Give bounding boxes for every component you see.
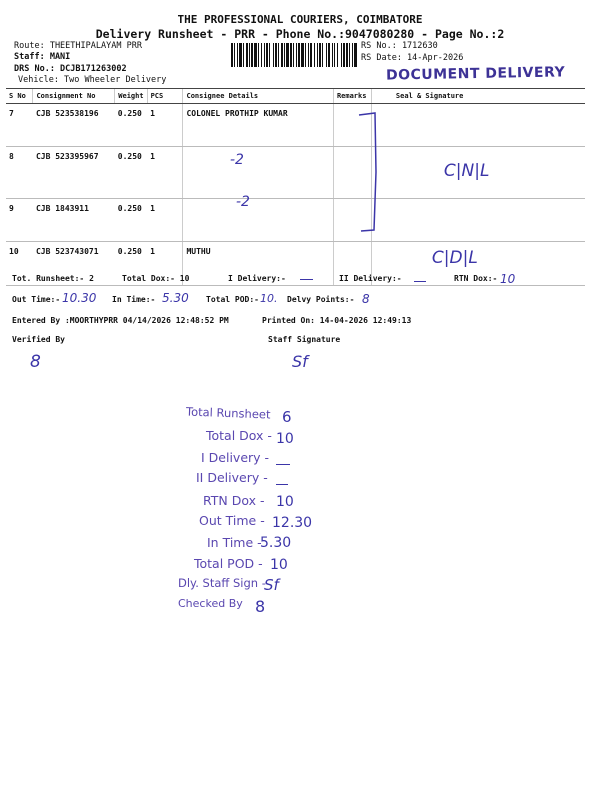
- stamp-total-runsheet: Total Runsheet: [185, 404, 271, 422]
- drs-no-label: DRS No.: DCJB171263002: [14, 64, 127, 74]
- rs-no-label: RS No.: 1712630: [361, 41, 438, 51]
- row9-handwritten-mark: -2: [236, 194, 250, 210]
- col-header-seal: Seal & Signature: [371, 89, 585, 104]
- cell-consignment: CJB 523395967: [33, 147, 115, 199]
- in-time-label: In Time:-: [112, 295, 156, 304]
- runsheet-table: [6, 88, 585, 286]
- cell-pcs: 1: [147, 199, 183, 242]
- out-time-value: 10.30: [62, 291, 97, 305]
- document-delivery-stamp: DOCUMENT DELIVERY: [385, 64, 566, 84]
- cell-sno: 10: [6, 242, 33, 286]
- table-row: [6, 199, 585, 242]
- stamp-rtn-dox: RTN Dox -: [203, 493, 265, 508]
- cell-pcs: 1: [147, 242, 183, 286]
- i-delivery-dash: [300, 279, 313, 280]
- cell-consignee: [183, 147, 333, 199]
- stamp-ii-delivery-dash: [276, 484, 288, 485]
- cell-consignee: COLONEL PROTHIP KUMAR: [183, 104, 333, 147]
- barcode-image: [231, 43, 357, 67]
- cell-consignee: MUTHU: [183, 242, 333, 286]
- total-dox-label: Total Dox:- 10: [122, 274, 190, 283]
- stamp-ii-delivery: II Delivery -: [196, 470, 268, 485]
- col-header-sno: S No: [6, 89, 33, 104]
- cell-seal: [371, 104, 585, 147]
- stamp-i-delivery-dash: [276, 464, 290, 465]
- stamp-checked-by-mark: 8: [255, 597, 266, 616]
- col-header-consignment: Consignment No: [33, 89, 115, 104]
- col-header-remarks: Remarks: [333, 89, 371, 104]
- ii-delivery-label: II Delivery:-: [339, 274, 402, 283]
- delvy-points-label: Delvy Points:-: [287, 295, 355, 304]
- in-time-value: 5.30: [162, 291, 189, 305]
- stamp-dly-staff-sign: Dly. Staff Sign -: [178, 576, 266, 590]
- stamp-i-delivery: I Delivery -: [201, 450, 270, 465]
- route-label: Route: THEETHIPALAYAM PRR: [14, 41, 142, 51]
- stamp-total-dox-value: 10: [276, 431, 294, 447]
- printed-on-label: Printed On: 14-04-2026 12:49:13: [262, 316, 412, 325]
- col-header-consignee: Consignee Details: [183, 89, 333, 104]
- cell-seal-handwritten: C|D|L: [371, 242, 585, 286]
- stamp-total-dox: Total Dox -: [206, 428, 272, 443]
- rs-date-label: RS Date: 14-Apr-2026: [361, 53, 464, 63]
- stamp-total-pod: Total POD -: [194, 556, 263, 571]
- stamp-out-time-value: 12.30: [272, 515, 313, 531]
- cell-consignment: CJB 523743071: [33, 242, 115, 286]
- total-pod-value: 10.: [260, 292, 278, 305]
- stamp-in-time: In Time -: [207, 535, 262, 550]
- cell-consignment: CJB 1843911: [33, 199, 115, 242]
- stamp-staff-sign-mark: Sf: [264, 576, 279, 594]
- cell-seal: [371, 199, 585, 242]
- total-pod-label: Total POD:-: [206, 295, 259, 304]
- cell-sno: 8: [6, 147, 33, 199]
- ii-delivery-dash: [414, 281, 426, 282]
- staff-label: Staff: MANI: [14, 52, 71, 62]
- verified-by-mark: 8: [30, 352, 41, 372]
- runsheet-subtitle: Delivery Runsheet - PRR - Phone No.:9047080280 - Page No.:2: [95, 27, 505, 41]
- cell-sno: 9: [6, 199, 33, 242]
- table-header-row: [6, 89, 585, 104]
- cell-seal-handwritten: C|N|L: [371, 147, 585, 199]
- company-title: THE PROFESSIONAL COURIERS, COIMBATORE: [177, 13, 423, 26]
- stamp-total-pod-value: 10: [270, 557, 288, 573]
- tot-runsheet-label: Tot. Runsheet:- 2: [12, 274, 94, 283]
- table-row: [6, 104, 585, 147]
- vehicle-label: Vehicle: Two Wheeler Delivery: [18, 75, 167, 85]
- stamp-out-time: Out Time -: [199, 513, 265, 528]
- cell-pcs: 1: [147, 104, 183, 147]
- stamp-rtn-dox-value: 10: [276, 494, 294, 510]
- rtn-dox-value: 10: [500, 272, 516, 286]
- cell-pcs: 1: [147, 147, 183, 199]
- stamp-checked-by: Checked By: [178, 597, 243, 610]
- cell-weight: 0.250: [115, 242, 147, 286]
- col-header-weight: Weight: [115, 89, 147, 104]
- i-delivery-label: I Delivery:-: [228, 274, 286, 283]
- cell-weight: 0.250: [115, 147, 147, 199]
- staff-signature-mark: Sf: [292, 352, 308, 371]
- cell-consignment: CJB 523538196: [33, 104, 115, 147]
- table-row: [6, 147, 585, 199]
- verified-by-label: Verified By: [12, 335, 65, 344]
- row8-handwritten-mark: -2: [230, 152, 244, 168]
- delvy-points-value: 8: [362, 292, 370, 306]
- cell-weight: 0.250: [115, 199, 147, 242]
- out-time-label: Out Time:-: [12, 295, 61, 304]
- col-header-pcs: PCS: [147, 89, 183, 104]
- cell-consignee: [183, 199, 333, 242]
- entered-by-label: Entered By :MOORTHYPRR 04/14/2026 12:48:52 PM: [12, 316, 229, 325]
- staff-signature-label: Staff Signature: [268, 335, 341, 344]
- cell-sno: 7: [6, 104, 33, 147]
- stamp-in-time-value: 5.30: [260, 535, 292, 551]
- cell-weight: 0.250: [115, 104, 147, 147]
- stamp-total-runsheet-value: 6: [282, 408, 292, 426]
- bracket-mark-icon: [357, 112, 381, 232]
- rtn-dox-label: RTN Dox:-: [454, 274, 498, 283]
